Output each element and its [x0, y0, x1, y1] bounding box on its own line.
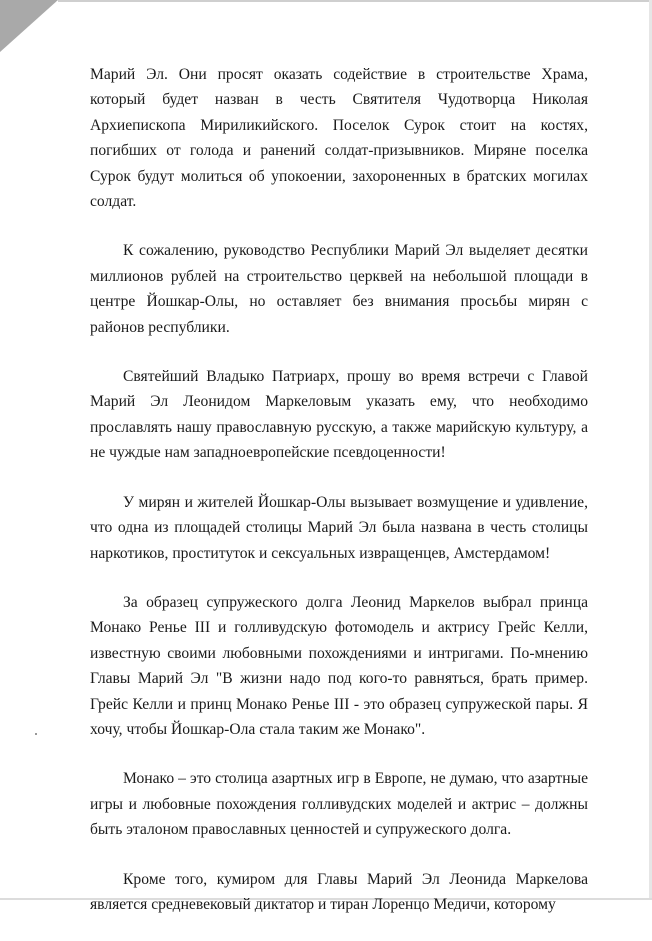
letter-body	[90, 62, 588, 941]
folded-corner-shadow	[0, 0, 58, 52]
paragraph-7: Кроме того, кумиром для Главы Марий Эл Леонида Маркелова является средневековый диктатор и тиран Лоренцо Медичи, которому	[90, 870, 588, 913]
page-edge-top	[58, 0, 652, 2]
paragraph-3: Святейший Владыко Патриарх, прошу во время встречи с Главой Марий Эл Леонидом Маркеловым указать ему, что необходимо прославлять нашу православную русскую, а также марийскую культуру, а не чуждые нам западноевропейские псевдоценности!	[90, 368, 588, 462]
paragraph-4: У мирян и жителей Йошкар-Олы вызывает возмущение и удивление, что одна из площадей столицы Марий Эл была названа в честь столицы наркотиков, проституток и сексуальных извращенцев, Амстердамом!	[90, 493, 588, 562]
paragraph-2: К сожалению, руководство Республики Марий Эл выделяет десятки миллионов рублей на строительство церквей на небольшой площади в центре Йошкар-Олы, но оставляет без внимания просьбы мирян с районов республики.	[90, 242, 588, 336]
paragraph-5: За образец супружеского долга Леонид Маркелов выбрал принца Монако Ренье III и голливудскую фотомодель и актрису Грейс Келли, известную своими любовными похождениями и интригами. По-мнению Главы Марий Эл "В жизни надо под кого-то равняться, брать пример. Грейс Келли и принц Монако Ренье III - это образец супружеской пары. Я хочу, чтобы Йошкар-Ола стала таким же Монако".	[90, 593, 588, 738]
scan-speck	[35, 733, 37, 735]
paragraph-6: Монако – это столица азартных игр в Европе, не думаю, что азартные игры и любовные похождения голливудских моделей и актрис – должны быть эталоном православных ценностей и супружеского долга.	[90, 770, 588, 839]
paragraph-1: Марий Эл. Они просят оказать содействие в строительстве Храма, который будет назван в честь Святителя Чудотворца Николая Архиепископа Мириликийского. Поселок Сурок стоит на костях, погибших от голода и ранений солдат-призывников. Миряне поселка Сурок будут молиться об упокоении, захороненных в братских могилах солдат.	[90, 66, 588, 211]
